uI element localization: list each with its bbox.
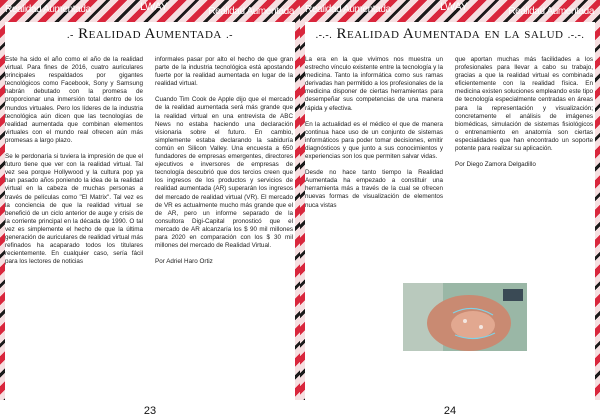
paragraph: Desde no hace tanto tiempo la Realidad Aumentada ha empezado a constituir una herramienta más a través de la cual se ofrecen nuevas formas de visualización de elementos nuca vistas <box>305 169 443 209</box>
paragraph: La era en la que vivimos nos muestra un estrecho vínculo existente entre la tecnología y la medicina. Tanto la informática como sus ramas derivadas han permitido a los profesionales de la medicina disponer de ciertas herramientas para desempeñar sus competencias de una manera rápida y efectiva. <box>305 56 443 112</box>
marker <box>463 319 467 323</box>
header-right-text: Realidad Aumentada <box>508 6 594 17</box>
article-panel <box>5 22 295 417</box>
paragraph: que aportan muchas más facilidades a los profesionales para llevar a cabo su trabajo, gracias a que la realidad virtual es combinada eficientemente con la realidad física. En medicina existen soluciones empleando este tipo de tecnología especialmente centradas en áreas para la representación y visualización; concretamente el análisis de imágenes biomédicas, simulación de sistemas fisiológicos o entrenamiento en anatomía son ciertas especialidades que han encontrado un soporte potente para realizar su aplicación. <box>455 56 593 153</box>
surgery-illustration <box>403 283 527 351</box>
title-ornament-left: .- <box>67 30 74 41</box>
article-author: Por Diego Zamora Delgadillo <box>455 161 536 169</box>
paragraph: En la actualidad es el médico el que de manera continua hace uso de un conjunto de sistemas informáticos para poder tomar decisiones, emitir diagnósticos y que junto a sus conocimientos y experiencias son los que permiten salvar vidas. <box>305 120 443 161</box>
article-column-2 <box>455 56 593 177</box>
marker <box>479 325 483 329</box>
article-panel <box>305 22 595 417</box>
header-left-text: Realidad Aumentada <box>5 4 91 15</box>
medical-ar-photo <box>400 280 530 354</box>
article-column-1 <box>305 56 443 218</box>
article-author: Por Adriel Haro Ortiz <box>155 258 213 266</box>
paragraph: Este ha sido el año como el año de la realidad virtual. Para fines de 2016, cuatro auriculares principales respaldados por gigantes tecnológicos como Facebook, Sony y Samsung habrán debutado con la promesa de proporcionar una inmersión total dentro de los mundos virtuales. Pero los líderes de la industria tecnológica aún dicen que las tecnologías de realidad aumentada que combinan elementos virtuales con el mundo real ofrecen aún más promesas a largo plazo. <box>5 56 143 144</box>
title-ornament-right: .- <box>226 30 233 41</box>
title-ornament-left: .-.-. <box>315 30 333 41</box>
paragraph: informales pasar por alto el hecho de que gran parte de la industria tecnológica está apostando fuerte por la realidad aumentada en lugar de la realidad virtual. <box>155 56 293 88</box>
page-number: 24 <box>443 405 457 417</box>
title-ornament-right: .-.-. <box>567 30 585 41</box>
article-title-text: Realidad Aumentada en la salud <box>336 26 564 42</box>
header-right-text: Realidad Aumentada <box>208 6 294 17</box>
magazine-logo: LWAY <box>440 1 468 13</box>
page-header <box>300 0 600 20</box>
article-title <box>305 26 595 43</box>
header-left-text: Realidad Aumentada <box>305 4 391 15</box>
monitor <box>503 289 523 301</box>
ar-overlay-region <box>451 311 495 339</box>
article-column-2 <box>155 56 293 274</box>
page-right <box>300 0 600 417</box>
page-header <box>0 0 300 20</box>
article-title <box>5 26 295 43</box>
page-number: 23 <box>143 405 157 417</box>
paragraph: Se le perdonaría si tuviera la impresión de que el futuro tiene que ver con la realidad virtual. Tal vez sea porque Hollywood y la cultura pop ya han pasado años poniendo la idea de la realidad virtual en la cabeza de muchas personas a través de películas como "El Matrix". Tal vez es la conciencia de que la realidad virtual se benefició de un ciclo anterior de auge y crisis de la corriente principal en la década de 1990. O tal vez es simplemente el hecho de que la última generación de auriculares de realidad virtual más refinados ha acaparado todos los titulares recientemente. En cualquier caso, sería fácil para los lectores de noticias <box>5 153 143 266</box>
paragraph: Cuando Tim Cook de Apple dijo que el mercado de la realidad aumentada será más grande que la realidad virtual en una entrevista de ABC News no estaba haciendo una declaración visionaria sobre el futuro. En cambio, simplemente estaba declarando la sabiduría común en Silicon Valley. Una encuesta a 650 fundadores de empresas emergentes, directores ejecutivos e inversores de empresas de tecnología descubrió que dos tercios creen que los ingresos de los productos y servicios de realidad aumentada (AR) superarán los ingresos del mercado de realidad virtual (VR). El mercado de VR es actualmente mucho más grande que el de AR, pero un informe separado de la consultora Digi-Capital pronosticó que el mercado de AR alcanzaría los $ 90 mil millones para 2020 en comparación con los $ 30 mil millones del mercado de Realidad Virtual. <box>155 96 293 250</box>
magazine-logo: LWAY <box>140 1 168 13</box>
article-title-text: Realidad Aumentada <box>78 26 222 42</box>
article-column-1 <box>5 56 143 274</box>
